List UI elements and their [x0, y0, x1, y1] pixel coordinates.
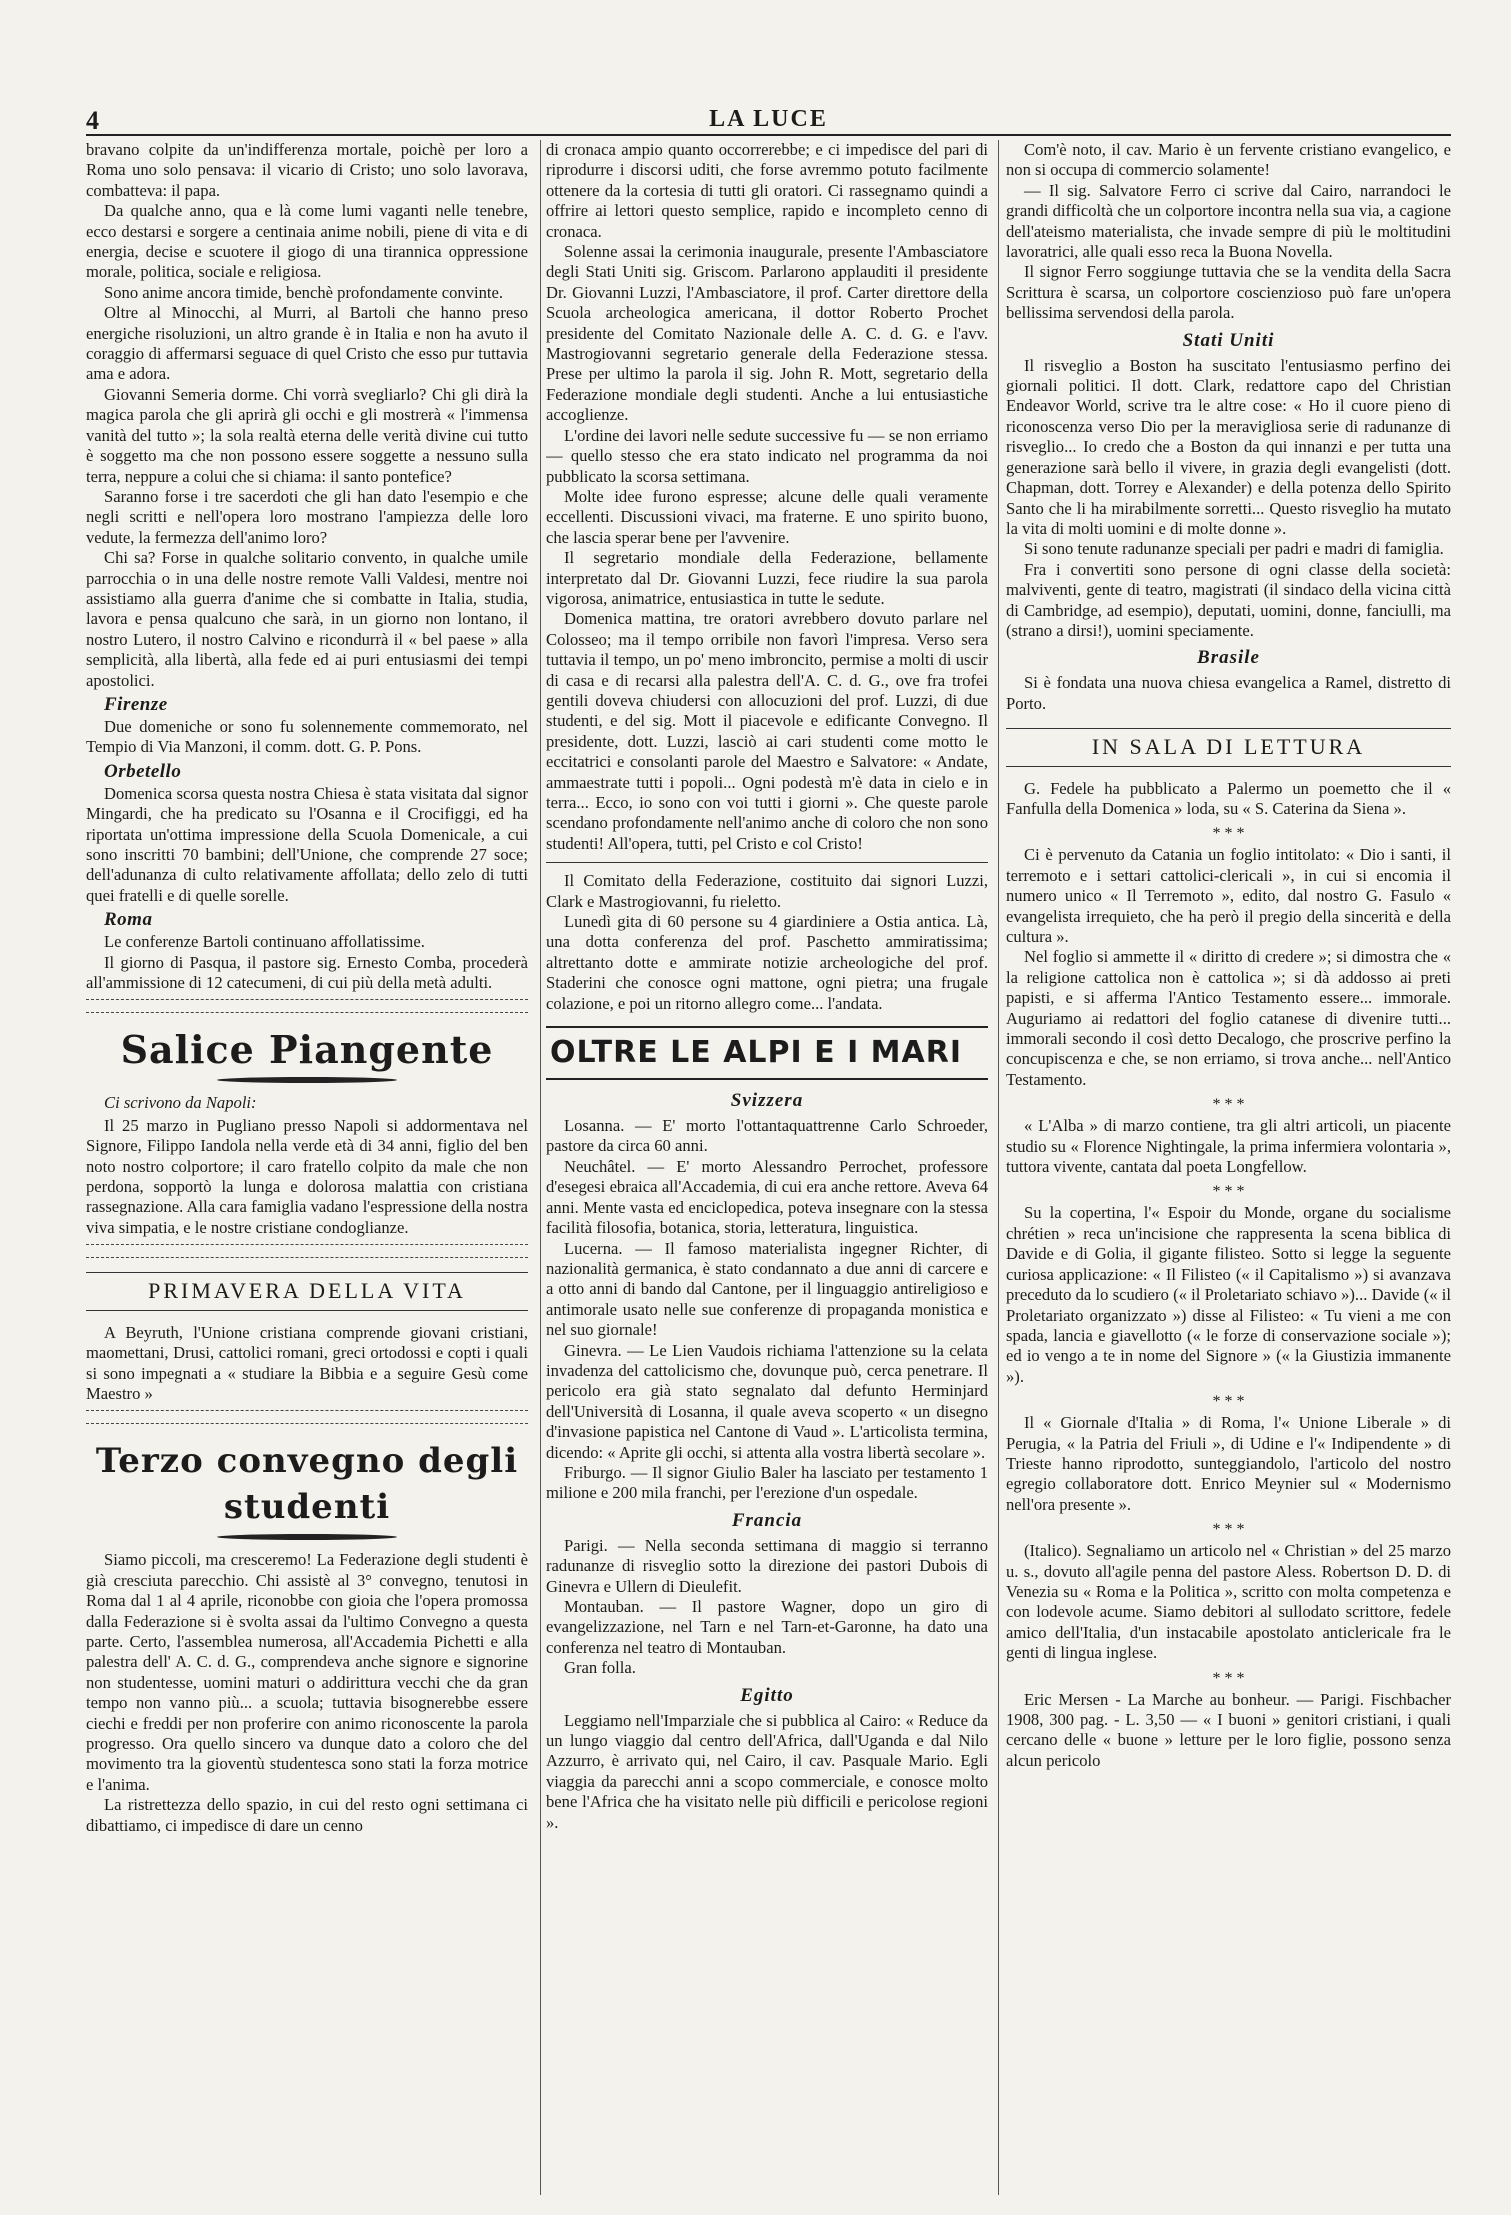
- asterism: * * *: [1212, 1096, 1245, 1114]
- section-heading-sala: IN SALA DI LETTURA: [1006, 728, 1451, 766]
- paragraph: Si sono tenute radunanze speciali per padri e madri di famiglia.: [1024, 539, 1444, 559]
- asterism: * * *: [1212, 1669, 1245, 1687]
- paragraph: L'ordine dei lavori nelle sedute successive fu — se non erriamo — quello stesso che era stato indicato nel programma da noi pubblicato la scorsa settimana.: [546, 425, 988, 486]
- paragraph: Siamo piccoli, ma cresceremo! La Federazione degli studenti è già cresciuta parecchio. Chi assistè al 3° convegno, tenutosi in Roma dal 1 al 4 aprile, riconobbe con gioia che l'opera promossa dalla Federazione si è svolta assai da l'ultimo Convegno a questa parte. Certo, l'assemblea numerosa, all'Accademia Pichetti e alla palestra dell' A. C. d. G., comprendeva anche signore e signorine non studentesse, uomini maturi o addirittura vecchi che da gran tempo non vanno più... a scuola; tuttavia bisognerebbe essere ciechi e freddi per non proferire con animo riconoscente la parola progresso. Ora quello sincero va dunque dato a coloro che del movimento tra la gioventù studentesca sono stati la forza motrice e l'anima.: [86, 1550, 528, 1794]
- section-heading-salice: Salice Piangente: [120, 1027, 494, 1073]
- paragraph: Su la copertina, l'« Espoir du Monde, organe du socialisme chrétien » reca un'incisione che rappresenta la scena biblica di Davide e di Golia, il gigante filisteo. Sotto si legge la seguente curiosa applicazione: « Il Filisteo (« il Capitalismo ») si avanzava preceduto da lo scudiero (« il Proletariato schiavo »)... Davide (« il Proletariato organizzato ») disse al Filisteo: « Tu vieni a me con spada, lancia e giavellotto (« le forze di conservazione sociale »); ed io vengo a te in nome del Signore » (« la Giustizia immanente »).: [1006, 1203, 1451, 1386]
- divider: [86, 1410, 528, 1424]
- paragraph: Leggiamo nell'Imparziale che si pubblica al Cairo: « Reduce da un lungo viaggio dal centro dell'Africa, dall'Uganda e dal Nilo Azzurro, è arrivato qui, nel Cairo, il cav. Pasquale Mario. Egli viaggia da parecchi anni a scopo commerciale, e conosce molto bene l'Africa che ha visitato nelle più difficili e pericolose regioni ».: [546, 1710, 988, 1832]
- city-heading-orbetello: Orbetello: [104, 760, 182, 782]
- byline: Ci scrivono da Napoli:: [104, 1093, 257, 1113]
- paragraph: Il 25 marzo in Pugliano presso Napoli si addormentava nel Signore, Filippo Iandola nella verde età di 34 anni, figlio del ben noto nostro colportore; il caro fratello colpito da male che non perdona, sopportò la lunga e dolorosa malattia con cristiana rassegnazione. Alla cara famiglia vadano l'espressione della nostra viva simpatia, e le nostre cristiane condoglianze.: [86, 1115, 528, 1237]
- paragraph: Il « Giornale d'Italia » di Roma, l'« Unione Liberale » di Perugia, « la Patria del Friuli », di Udine e l'« Indipendente » di Trieste hanno riprodotto, sunteggiandolo, l'articolo del nostro egregio collaboratore dott. Enrico Meynier sul « Modernismo nell'ora presente ».: [1006, 1413, 1451, 1514]
- ornament: [217, 1077, 397, 1083]
- country-heading-egitto: Egitto: [740, 1684, 794, 1706]
- paragraph: — Il sig. Salvatore Ferro ci scrive dal Cairo, narrandoci le grandi difficoltà che un colportore incontra nella sua via, a cagione dell'ateismo materialista, che invade sempre di più le moltitudini lavoratrici, alle quali esso reca la Buona Novella.: [1006, 180, 1451, 262]
- asterism: * * *: [1212, 1183, 1245, 1201]
- country-heading-stati-uniti: Stati Uniti: [1182, 329, 1275, 351]
- columns: [86, 140, 1451, 2195]
- asterism: * * *: [1212, 1393, 1245, 1411]
- paragraph: Il signor Ferro soggiunge tuttavia che se la vendita della Sacra Scrittura è scarsa, un colportore coscienzioso può fare un'opera bellissima servendosi della parola.: [1006, 262, 1451, 323]
- section-heading-primavera: PRIMAVERA DELLA VITA: [86, 1272, 528, 1310]
- paragraph: Ginevra. — Le Lien Vaudois richiama l'attenzione su la celata invadenza del cattolicismo che, dovunque può, cerca penetrare. Il pericolo era già stato segnalato dal defunto Herminjard dell'Università di Losanna, il quale aveva scoperto « un disegno d'invasione papistica nel Cantone di Vaud ». L'articolista termina, dicendo: « Aprite gli occhi, si attenta alla vostra libertà secolare ».: [546, 1340, 988, 1462]
- ornament: [217, 1534, 397, 1540]
- newspaper-title: LA LUCE: [709, 106, 828, 132]
- paragraph: Ci è pervenuto da Catania un foglio intitolato: « Dio i santi, il terremoto e i settari cattolici-clericali », in cui si encomia il numero unico « Il Terremoto », edito, dal nostro G. Fasulo « evangelista irrequieto, che ha però il pregio della sincerità e della cultura ».: [1006, 845, 1451, 946]
- paragraph: La ristrettezza dello spazio, in cui del resto ogni settimana ci dibattiamo, ci impedisce di dare un cenno: [86, 1795, 528, 1835]
- paragraph: Domenica mattina, tre oratori avrebbero dovuto parlare nel Colosseo; ma il tempo orribile non favorì l'impresa. Verso sera tuttavia il tempo, un po' meno imbroncito, permise a molti di uscir di casa e di recarsi alla palestra dell'A. C. d. G., ove fra trofei gentili doveva chiudersi con allocuzioni del prof. Luzzi, di due studenti, e del sig. Mott il piacevole e edificante Convegno. Il presidente, dott. Luzzi, lasciò ai cari studenti come motto le eccitatrici e consolanti parole del Maestro e Salvatore: « Andate, ammaestrate tutti i popoli... Ogni podestà m'è data in cielo e in terra... Ecco, io sono con voi tutti i giorni ». Che queste parole scendano profondamente nell'animo anche di coloro che non sono studenti! All'opera, tutti, pel Cristo e col Cristo!: [546, 609, 988, 853]
- paragraph: Neuchâtel. — E' morto Alessandro Perrochet, professore d'esegesi ebraica all'Accademia, di cui era anche rettore. Aveva 64 anni. Mente vasta ed enciclopedica, poteva insegnare con la stessa facilità filosofia, botanica, storia, letteratura, linguistica.: [546, 1156, 988, 1238]
- paragraph: Il Comitato della Federazione, costituito dai signori Luzzi, Clark e Mastrogiovanni, fu rieletto.: [546, 871, 988, 911]
- paragraph: Sono anime ancora timide, benchè profondamente convinte.: [104, 282, 504, 302]
- page-header: [86, 106, 1451, 136]
- paragraph: « L'Alba » di marzo contiene, tra gli altri articoli, un piacente studio su « Florence Nightingale, la prima infermiera volontaria », tuttora vivente, cantata dal poeta Longfellow.: [1006, 1116, 1451, 1177]
- paragraph: Si è fondata una nuova chiesa evangelica a Ramel, distretto di Porto.: [1006, 673, 1451, 713]
- paragraph: Montauban. — Il pastore Wagner, dopo un giro di evangelizzazione, nel Tarn e nel Tarn-et-Garonne, ha dato una conferenza nel teatro di Montauban.: [546, 1597, 988, 1657]
- paragraph: Eric Mersen - La Marche au bonheur. — Parigi. Fischbacher 1908, 300 pag. - L. 3,50 — « I buoni » genitori cristiani, i quali cercano delle « buone » letture per le loro figlie, possono senza alcun pericolo: [1006, 1689, 1451, 1770]
- paragraph: Solenne assai la cerimonia inaugurale, presente l'Ambasciatore degli Stati Uniti sig. Griscom. Parlarono applauditi il presidente Dr. Giovanni Luzzi, l'Ambasciatore, il prof. Carter direttore della Scuola archeologica americana, il dottor Roberto Prochet presidente del Comitato Nazionale delle A. C. d. G. e l'avv. Mastrogiovanni segretario generale della Federazione stessa. Prese per ultimo la parola il sig. John R. Mott, segretario della Federazione mondiale degli studenti. Anche a lui entusiastiche accoglienze.: [546, 242, 988, 425]
- column-2: [546, 140, 988, 2195]
- paragraph: Oltre al Minocchi, al Murri, al Bartoli che hanno preso energiche risoluzioni, un altro grande è in Italia e non ha avuto il coraggio di affermarsi seguace di quel Cristo che esso pur tuttavia ama e adora.: [86, 303, 528, 384]
- paragraph: Il giorno di Pasqua, il pastore sig. Ernesto Comba, procederà all'ammissione di 12 catecumeni, di cui più della metà adulti.: [86, 952, 528, 993]
- paragraph: Nel foglio si ammette il « diritto di credere »; si dimostra che « la religione cattolica non è cattolica »; si dà addosso ai preti papisti, e si afferma l'Antico Testamento essere... immorale. Auguriamo ai redattori del foglio catanese di divenire tutti... immorali secondo il così detto Decalogo, che proscrive perfino la concupiscenza e che, se non erriamo, si trova anche... nell'Antico Testamento.: [1006, 947, 1451, 1089]
- country-heading-svizzera: Svizzera: [730, 1090, 804, 1112]
- paragraph: (Italico). Segnaliamo un articolo nel « Christian » del 25 marzo u. s., dovuto all'agile penna del pastore Aless. Robertson D. D. di Venezia su « Roma e la Politica », scritto con molta competenza e con lodevole acume. Siamo debitori al sullodato scrittore, fedele amico dell'Italia, d'un instacabile apostolato anticlericale fra le genti di lingua inglese.: [1006, 1541, 1451, 1663]
- asterism: * * *: [1212, 825, 1245, 843]
- city-heading-roma: Roma: [104, 909, 153, 931]
- paragraph: Chi sa? Forse in qualche solitario convento, in qualche umile parrocchia o in una delle nostre remote Valli Valdesi, mentre noi assistiamo alla guerra d'anime che si combatte in Italia, studia, lavora e pensa qualcuno che sarà, in un giorno non lontano, il nostro Lutero, il nostro Calvino e ricondurrà il « bel paese » alla semplicità, alla libertà, alla fede ed ai puri entusiasmi dei tempi apostolici.: [86, 548, 528, 690]
- column-1: [86, 140, 528, 2195]
- paragraph: Lunedì gita di 60 persone su 4 giardiniere a Ostia antica. Là, una dotta conferenza del prof. Paschetto ammiratissima; altrettanto dotte e ammirate notizie archeologiche del prof. Staderini che conosce ogni mattone, ogni pietra; una frugale colazione, e poi un ritorno allegro come... l'andata.: [546, 912, 988, 1013]
- divider: [546, 862, 988, 863]
- paragraph: Domenica scorsa questa nostra Chiesa è stata visitata dal signor Mingardi, che ha predicato su l'Osanna e il Crocifiggi, ed ha riportata un'ottima impressione della Scuola Domenicale, a cui sono inscritti 70 bambini; dell'Unione, che comprende 27 soce; dell'adunanza di culto relativamente affollata; dello zelo di tutti quei fratelli e di quelle sorelle.: [86, 783, 528, 905]
- paragraph: di cronaca ampio quanto occorrerebbe; e ci impedisce del pari di riprodurre i discorsi uditi, che forse avremmo potuto facilmente ottenere da la cortesia di tutti gli oratori. Ci rassegnamo quindi a offrire ai lettori questo semplice, rapido e incompleto cenno di cronaca.: [546, 140, 988, 241]
- paragraph: Friburgo. — Il signor Giulio Baler ha lasciato per testamento 1 milione e 200 mila franchi, per l'erezione d'un ospedale.: [546, 1462, 988, 1503]
- paragraph: Le conferenze Bartoli continuano affollatissime.: [104, 932, 425, 952]
- divider: [86, 1244, 528, 1258]
- section-heading-oltre: OLTRE LE ALPI E I MARI: [546, 1026, 988, 1080]
- paragraph: G. Fedele ha pubblicato a Palermo un poemetto che il « Fanfulla della Domenica » loda, su « S. Caterina da Siena ».: [1006, 778, 1451, 818]
- header-rule: [86, 134, 1451, 136]
- paragraph: bravano colpite da un'indifferenza mortale, poichè per loro a Roma uno solo pensava: il vicario di Cristo; uno solo lavorava, combatteva: il papa.: [86, 140, 528, 200]
- divider: [86, 999, 528, 1013]
- country-heading-francia: Francia: [731, 1509, 803, 1531]
- page-number: 4: [86, 106, 99, 135]
- paragraph: Gran folla.: [564, 1658, 636, 1678]
- paragraph: Parigi. — Nella seconda settimana di maggio si terranno radunanze di risveglio sotto la direzione dei pastori Dubois di Ginevra e Ullern di Dieulefit.: [546, 1535, 988, 1596]
- paragraph: Lucerna. — Il famoso materialista ingegner Richter, di nazionalità germanica, è stato condannato a due anni di carcere e a otto anni di bando dal Cantone, per il linguaggio antireligioso e antimorale usato nelle sue conferenze di propaganda monistica e nel suo giornale!: [546, 1238, 988, 1340]
- paragraph: Giovanni Semeria dorme. Chi vorrà svegliarlo? Chi gli dirà la magica parola che gli aprirà gli occhi e gli mostrerà « l'immensa vanità del tutto »; la sola realtà eterna delle verità divine cui tutto è soggetto ma che non possono essere soggette a nessuno sulla terra, neppure a colui che si chiama: il santo pontefice?: [86, 384, 528, 486]
- paragraph: Molte idee furono espresse; alcune delle quali veramente eccellenti. Discussioni vivaci, ma fraterne. E uno spirito buono, che lascia sperar bene per l'avvenire.: [546, 486, 988, 547]
- paragraph: Losanna. — E' morto l'ottantaquattrenne Carlo Schroeder, pastore da circa 60 anni.: [546, 1116, 988, 1156]
- paragraph: Fra i convertiti sono persone di ogni classe della società: malviventi, gente di teatro, magistrati (il sindaco della vicina città di Cambridge, ad esempio), deputati, uomini, donne, fanciulli, ma (strano a dirsi!), uomini speciamente.: [1006, 559, 1451, 640]
- city-heading-firenze: Firenze: [104, 693, 168, 715]
- paragraph: Saranno forse i tre sacerdoti che gli han dato l'esempio e che negli scritti e nell'opera loro mostrano l'ampiezza delle loro vedute, la fermezza dell'animo loro?: [86, 486, 528, 547]
- paragraph: Due domeniche or sono fu solennemente commemorato, nel Tempio di Via Manzoni, il comm. dott. G. P. Pons.: [86, 716, 528, 757]
- paragraph: Da qualche anno, qua e là come lumi vaganti nelle tenebre, ecco destarsi e sorgere a centinaia anime nobili, piene di vita e di energia, decise e scuotere il giogo di una tirannica oppressione morale, politica, sociale e religiosa.: [86, 201, 528, 282]
- paragraph: Il segretario mondiale della Federazione, bellamente interpretato dal Dr. Giovanni Luzzi, fece riudire la sua parola vigorosa, animatrice, entusiastica in tutte le sedute.: [546, 548, 988, 608]
- paragraph: Com'è noto, il cav. Mario è un fervente cristiano evangelico, e non si occupa di commercio solamente!: [1006, 140, 1451, 180]
- paragraph: Il risveglio a Boston ha suscitato l'entusiasmo perfino dei giornali politici. Il dott. Clark, redattore capo del Christian Endeavor World, scrive tra le altre cose: « Ho il cuore pieno di riconoscenza verso Dio per la meravigliosa serie di radunanze di risveglio... Io credo che a Boston da qui innanzi e per tutta una generazione sarà bello il vivere, in grazia degli evangelisti (dott. Chapman, dott. Torrey e Alexander) e della potenza dello Spirito Santo che li ha mirabilmente sorretti... Questo risveglio ha mutato la vita di molti uomini e di molte donne ».: [1006, 355, 1451, 538]
- asterism: * * *: [1212, 1521, 1245, 1539]
- country-heading-brasile: Brasile: [1197, 647, 1260, 669]
- section-heading-terzo: Terzo convegno degli studenti: [95, 1441, 519, 1528]
- column-3: [1006, 140, 1451, 2195]
- paragraph: A Beyruth, l'Unione cristiana comprende giovani cristiani, maomettani, Drusi, cattolici romani, greci ortodossi e copti i quali si sono impegnati a « studiare la Bibbia e a seguire Gesù come Maestro »: [86, 1322, 528, 1403]
